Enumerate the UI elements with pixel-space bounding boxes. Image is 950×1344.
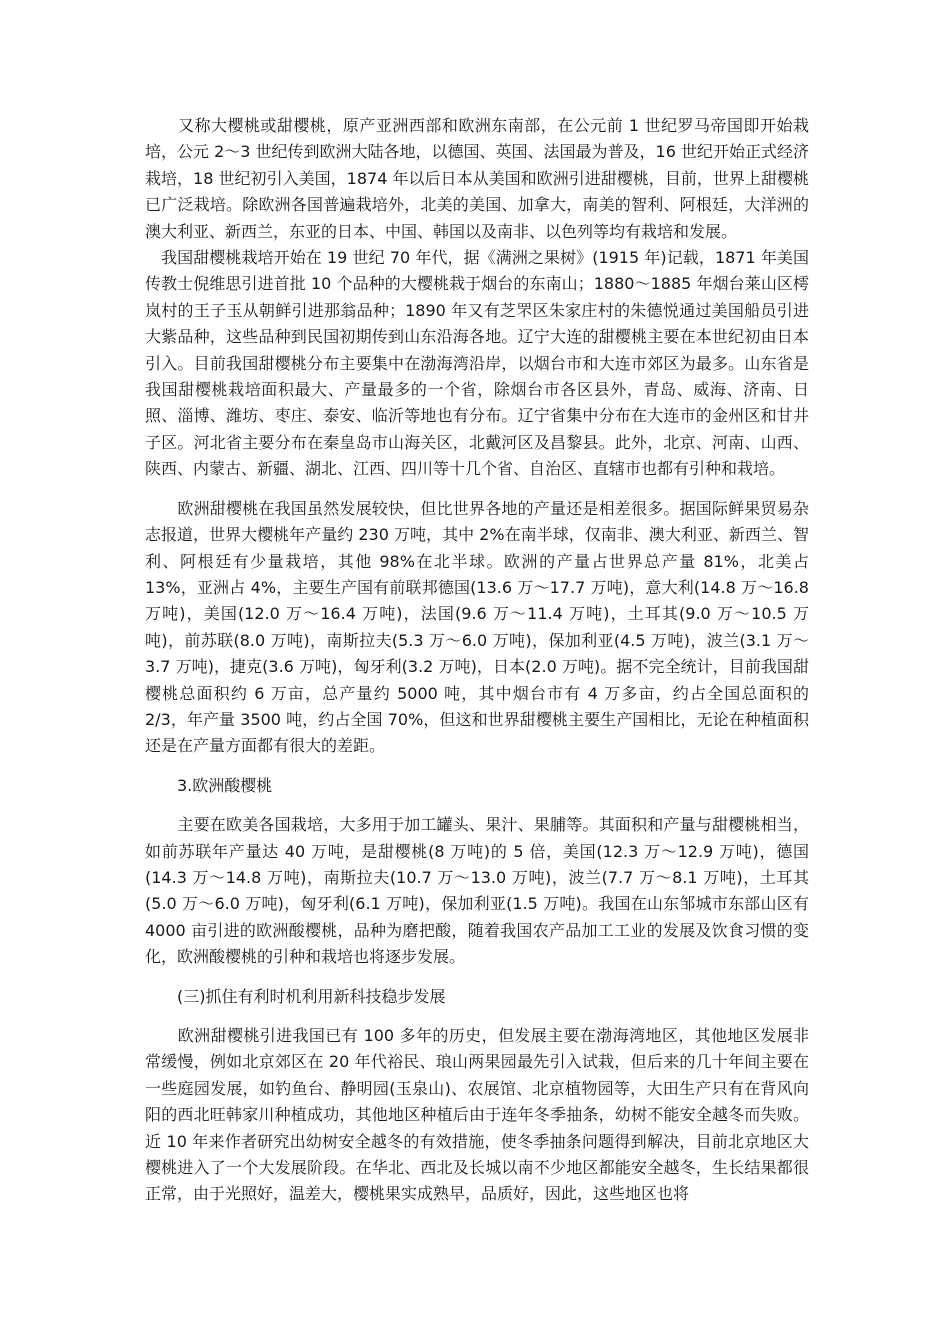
document-page	[145, 113, 809, 1208]
paragraph-gap	[145, 971, 809, 984]
section-heading-development: (三)抓住有利时机利用新科技稳步发展	[145, 986, 446, 1006]
paragraph-gap	[145, 799, 809, 812]
paragraph-sweet-cherry-origin: 又称大樱桃或甜樱桃，原产亚洲西部和欧洲东南部，在公元前 1 世纪罗马帝国即开始栽培，公元 2～3 世纪传到欧洲大陆各地，以德国、英国、法国最为普及，16 世纪开始正式经济栽培，18 世纪初引入美国，1874 年以后日本从美国和欧洲引进甜樱桃，目前，世界上甜樱桃已广泛栽培。除欧洲各国普遍栽培外，北美的美国、加拿大，南美的智利、阿根廷，大洋洲的澳大利亚、新西兰，东亚的日本、中国、韩国以及南非、以色列等均有栽培和发展。	[145, 116, 809, 241]
paragraph-sour-cherry: 主要在欧美各国栽培，大多用于加工罐头、果汁、果脯等。其面积和产量与甜樱桃相当，如前苏联年产量达 40 万吨，是甜樱桃(8 万吨)的 5 倍，美国(12.3 万～12.9 万吨)，德国(14.3 万～14.8 万吨)，南斯拉夫(10.7 万～13.0 万吨)，波兰(7.7 万～8.1 万吨)，土耳其(5.0 万～6.0 万吨)，匈牙利(6.1 万吨)，保加利亚(1.5 万吨)。我国在山东邹城市东部山区有 4000 亩引进的欧洲酸樱桃，品种为磨把酸，随着我国农产品加工工业的发展及饮食习惯的变化，欧洲酸樱桃的引种和栽培也将逐步发展。	[145, 815, 809, 967]
paragraph-gap	[145, 760, 809, 773]
paragraph-gap	[145, 1010, 809, 1023]
paragraph-gap	[145, 483, 809, 496]
paragraph-china-cultivation-history: 我国甜樱桃栽培开始在 19 世纪 70 年代，据《满洲之果树》(1915 年)记载，1871 年美国传教士倪维思引进首批 10 个品种的大樱桃栽于烟台的东南山；1880～1885 年烟台莱山区樗岚村的王子玉从朝鲜引进那翁品种；1890 年又有芝罘区朱家庄村的朱德悦通过美国船员引进大紫品种，这些品种到民国初期传到山东沿海各地。辽宁大连的甜樱桃主要在本世纪初由日本引入。目前我国甜樱桃分布主要集中在渤海湾沿岸，以烟台市和大连市郊区为最多。山东省是我国甜樱桃栽培面积最大、产量最多的一个省，除烟台市各区县外，青岛、威海、济南、日照、淄博、潍坊、枣庄、泰安、临沂等地也有分布。辽宁省集中分布在大连市的金州区和甘井子区。河北省主要分布在秦皇岛市山海关区，北戴河区及昌黎县。此外，北京、河南、山西、陕西、内蒙古、新疆、湖北、江西、四川等十几个省、自治区、直辖市也都有引种和栽培。	[145, 248, 809, 479]
paragraph-development: 欧洲甜樱桃引进我国已有 100 多年的历史，但发展主要在渤海湾地区，其他地区发展非常缓慢，例如北京郊区在 20 年代裕民、琅山两果园最先引入试栽，但后来的几十年间主要在一些庭园发展，如钓鱼台、静明园(玉泉山)、农展馆、北京植物园等，大田生产只有在背风向阳的西北旺韩家川种植成功，其他地区种植后由于连年冬季抽条，幼树不能安全越冬而失败。近 10 年来作者研究出幼树安全越冬的有效措施，使冬季抽条问题得到解决，目前北京地区大樱桃进入了一个大发展阶段。在华北、西北及长城以南不少地区都能安全越冬，生长结果都很正常，由于光照好，温差大，樱桃果实成熟早，品质好，因此，这些地区也将	[145, 1026, 809, 1204]
paragraph-world-production: 欧洲甜樱桃在我国虽然发展较快，但比世界各地的产量还是相差很多。据国际鲜果贸易杂志报道，世界大樱桃年产量约 230 万吨，其中 2%在南半球，仅南非、澳大利亚、新西兰、智利、阿根廷有少量栽培，其他 98%在北半球。欧洲的产量占世界总产量 81%，北美占 13%，亚洲占 4%，主要生产国有前联邦德国(13.6 万～17.7 万吨)，意大利(14.8 万～16.8 万吨)，美国(12.0 万～16.4 万吨)，法国(9.6 万～11.4 万吨)，土耳其(9.0 万～10.5 万吨)，前苏联(8.0 万吨)，南斯拉夫(5.3 万～6.0 万吨)，保加利亚(4.5 万吨)，波兰(3.1 万～3.7 万吨)，捷克(3.6 万吨)，匈牙利(3.2 万吨)，日本(2.0 万吨)。据不完全统计，目前我国甜樱桃总面积约 6 万亩，总产量约 5000 吨，其中烟台市有 4 万多亩，约占全国总面积的 2/3，年产量 3500 吨，约占全国 70%，但这和世界甜樱桃主要生产国相比，无论在种植面积还是在产量方面都有很大的差距。	[145, 498, 809, 756]
section-heading-sour-cherry: 3.欧洲酸樱桃	[145, 775, 273, 795]
